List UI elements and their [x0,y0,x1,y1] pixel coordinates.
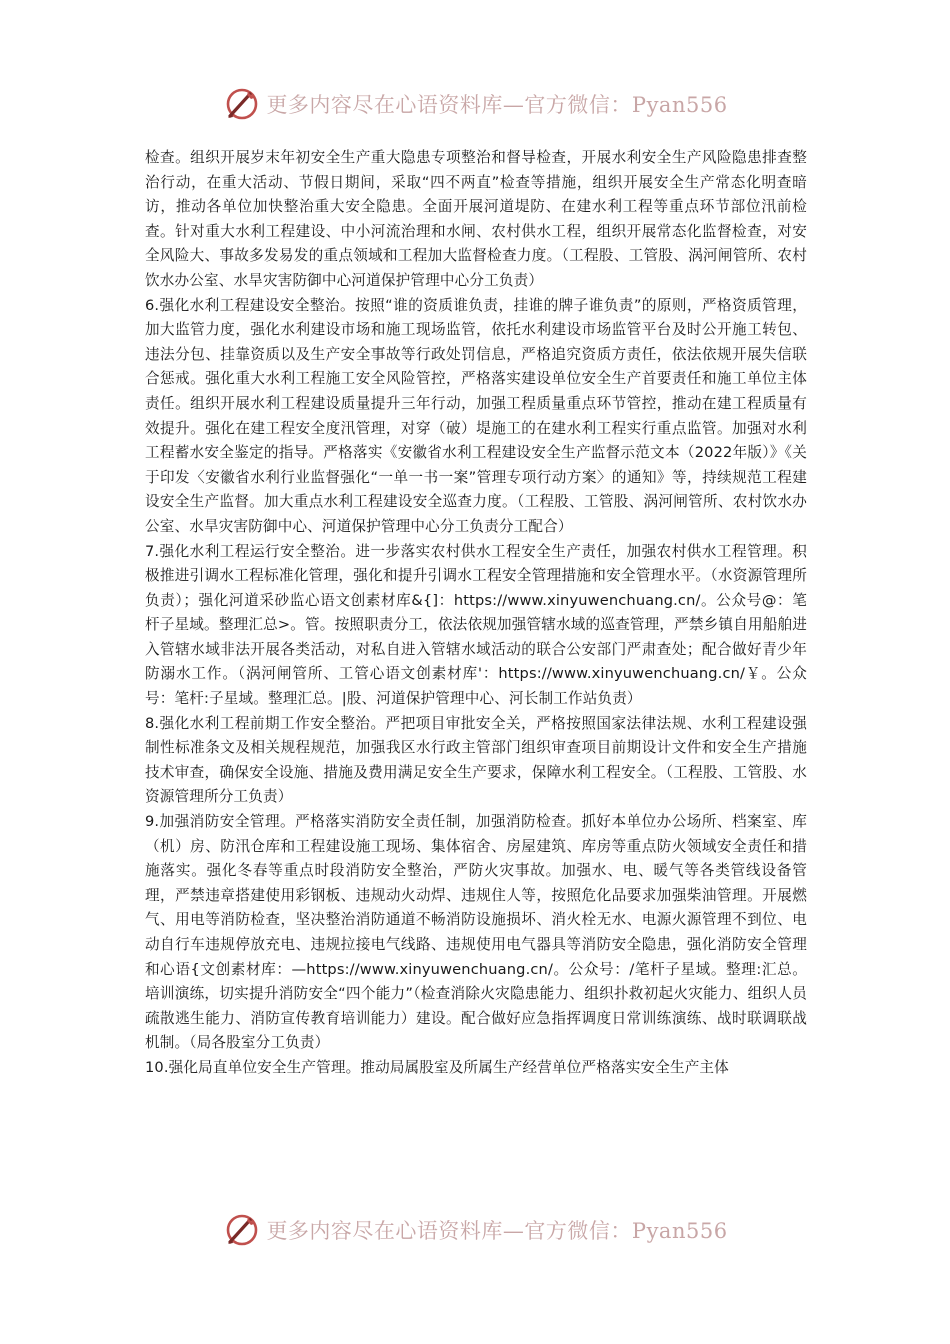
pen-logo-icon [222,1210,262,1250]
header-banner-text: 更多内容尽在心语资料库—官方微信：Pyan556 [266,93,728,117]
paragraph-item-7: 7.强化水利工程运行安全整治。进一步落实农村供水工程安全生产责任，加强农村供水工程管理。积极推进引调水工程标准化管理，强化和提升引调水工程安全管理措施和安全管理水平。（水资源管理所负责）；强化河道采砂监心语文创素材库&{]：https://www.xinyuwenchuang.cn/。公众号@：笔杆子星域。整理汇总>。管。按照职责分工，依法依规加强管辖水域的巡查管理，严禁乡镇自用船舶进入管辖水域非法开展各类活动，对私自进入管辖水域活动的联合公安部门严肃查处；配合做好青少年防溺水工作。（涡河闸管所、工管心语文创素材库'：https://www.xinyuwenchuang.cn/￥。公众号：笔杆:子星域。整理汇总。|股、河道保护管理中心、河长制工作站负责） [145,542,807,708]
paragraph-item-8: 8.强化水利工程前期工作安全整治。严把项目审批安全关，严格按照国家法律法规、水利工程建设强制性标准条文及相关规程规范，加强我区水行政主管部门组织审查项目前期设计文件和安全生产措施技术审查，确保安全设施、措施及费用满足安全生产要求，保障水利工程安全。（工程股、工管股、水资源管理所分工负责） [145,714,807,806]
paragraph-item-6: 6.强化水利工程建设安全整治。按照“谁的资质谁负责，挂谁的牌子谁负责”的原则，严格资质管理，加大监管力度，强化水利建设市场和施工现场监管，依托水利建设市场监管平台及时公开施工转包、违法分包、挂靠资质以及生产安全事故等行政处罚信息，严格追究资质方责任，依法依规开展失信联合惩戒。强化重大水利工程施工安全风险管控，严格落实建设单位安全生产首要责任和施工单位主体责任。组织开展水利工程建设质量提升三年行动，加强工程质量重点环节管控，推动在建工程质量有效提升。强化在建工程安全度汛管理，对穿（破）堤施工的在建水利工程实行重点监管。加强对水利工程蓄水安全鉴定的指导。严格落实《安徽省水利工程建设安全生产监督示范文本（2022年版）》《关于印发〈安徽省水利行业监督强化“一单一书一案”管理专项行动方案〉的通知》等，持续规范工程建设安全生产监督。加大重点水利工程建设安全巡查力度。（工程股、工管股、涡河闸管所、农村饮水办公室、水旱灾害防御中心、河道保护管理中心分工负责分工配合） [145,296,807,535]
paragraph-item-10: 10.强化局直单位安全生产管理。推动局属股室及所属生产经营单位严格落实安全生产主体 [145,1058,729,1076]
paragraph-continuation: 检查。组织开展岁末年初安全生产重大隐患专项整治和督导检查，开展水利安全生产风险隐患排查整治行动，在重大活动、节假日期间，采取“四不两直”检查等措施，组织开展安全生产常态化明查暗访，推动各单位加快整治重大安全隐患。全面开展河道堤防、在建水利工程等重点环节部位汛前检查。针对重大水利工程建设、中小河流治理和水闸、农村供水工程，组织开展常态化监督检查，对安全风险大、事故多发易发的重点领域和工程加大监督检查力度。（工程股、工管股、涡河闸管所、农村饮水办公室、水旱灾害防御中心河道保护管理中心分工负责） [145,149,807,289]
document-body [145,146,807,1081]
paragraph-item-9: 9.加强消防安全管理。严格落实消防安全责任制，加强消防检查。抓好本单位办公场所、档案室、库（机）房、防汛仓库和工程建设施工现场、集体宿舍、房屋建筑、库房等重点防火领域安全责任和措施落实。强化冬春等重点时段消防安全整治，严防火灾事故。加强水、电、暖气等各类管线设备管理，严禁违章搭建使用彩钢板、违规动火动焊、违规住人等，按照危化品要求加强柴油管理。开展燃气、用电等消防检查，坚决整治消防通道不畅消防设施损坏、消火栓无水、电源火源管理不到位、电动自行车违规停放充电、违规拉接电气线路、违规使用电气器具等消防安全隐患，强化消防安全管理和心语{文创素材库：—https://www.xinyuwenchuang.cn/。公众号：/笔杆子星域。整理:汇总。培训演练，切实提升消防安全“四个能力”（检查消除火灾隐患能力、组织扑救初起火灾能力、组织人员疏散逃生能力、消防宣传教育培训能力）建设。配合做好应急指挥调度日常训练演练、战时联调联战机制。（局各股室分工负责） [145,813,807,1052]
pen-logo-icon [222,84,262,124]
header-banner [0,82,950,126]
footer-banner [0,1208,950,1252]
footer-banner-text: 更多内容尽在心语资料库—官方微信：Pyan556 [266,1219,728,1243]
